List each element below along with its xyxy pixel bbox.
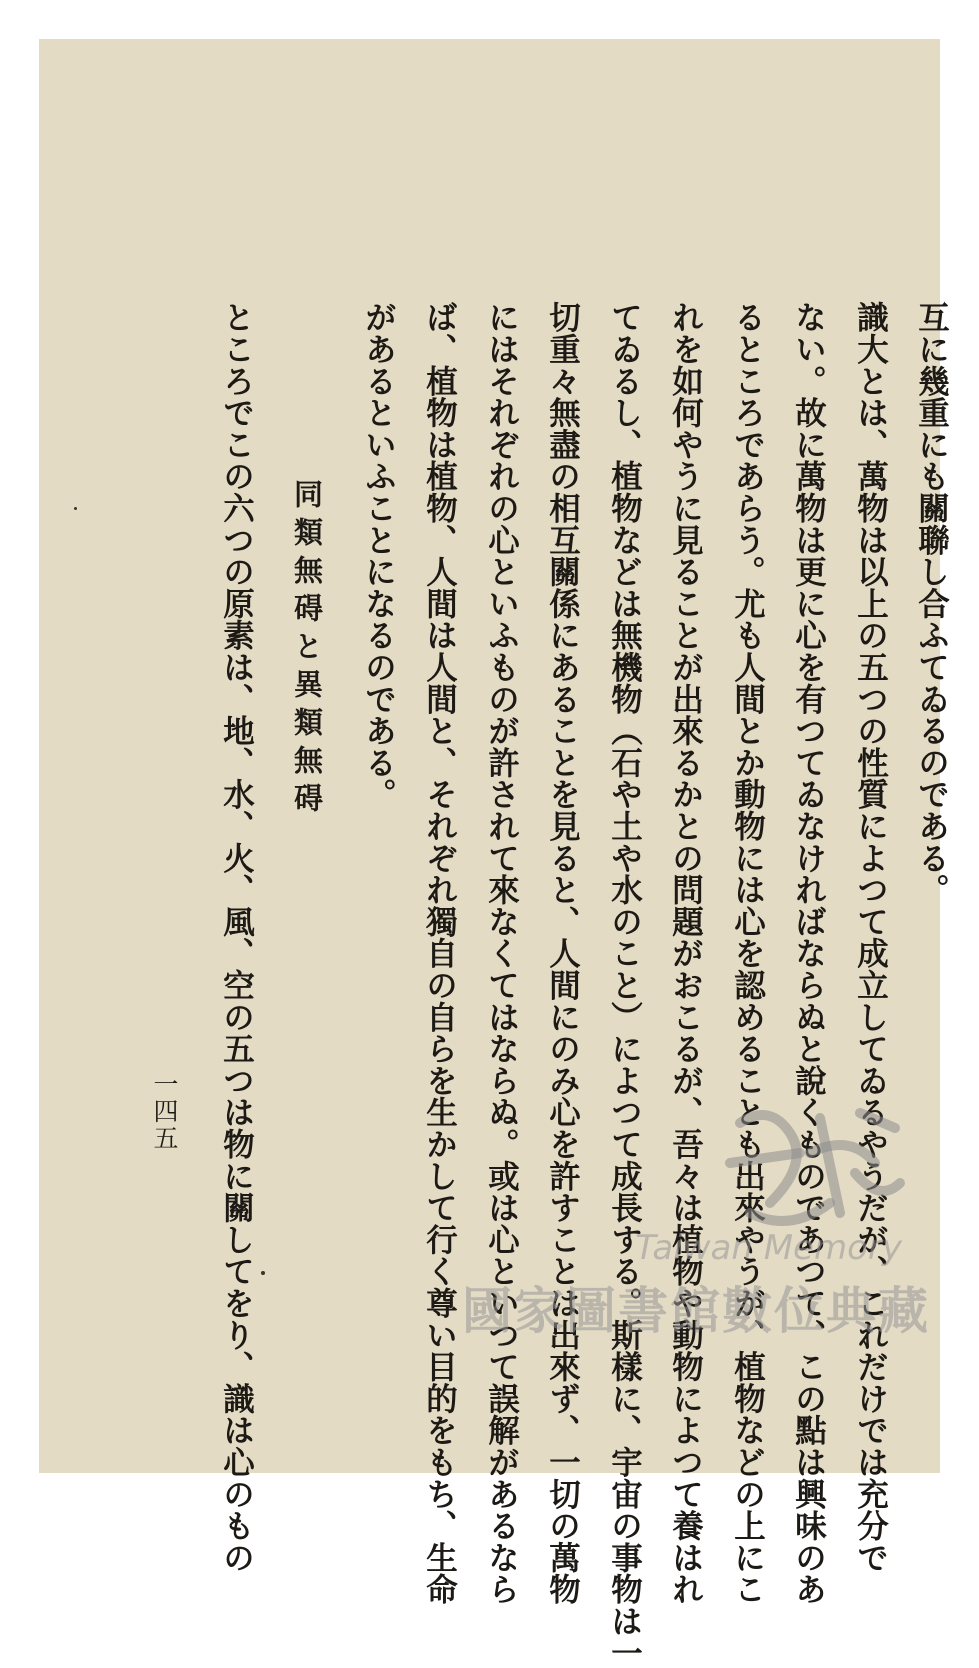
text-line-11: ところでこの六つの原素は、地、水、火、風、空の五つは物に關してをり、識は心のもの <box>218 301 256 1573</box>
text-line-6: てゐるし、植物などは無機物（石や土や水のこと）によつて成長する。斯樣に、宇宙の事物は一 <box>606 301 644 1668</box>
watermark-chinese: 國家圖書館數位典藏 <box>462 1282 930 1340</box>
text-line-10: があるといふことになるのである。 <box>360 301 398 810</box>
scan-speck <box>261 1271 265 1275</box>
page-scan <box>39 39 951 1668</box>
text-line-1: 互に幾重にも關聯し合ふてゐるのである。 <box>913 301 951 906</box>
page-number: 一四五 <box>150 1071 179 1152</box>
watermark-english: Taiwan Memory <box>635 1228 902 1268</box>
section-heading: 同類無碍と異類無碍 <box>290 479 324 821</box>
watermark-emblem-icon <box>710 1093 910 1243</box>
text-line-7: 切重々無盡の相互關係にあることを見ると、人間にのみ心を許すことは出來ず、一切の萬物 <box>544 301 582 1605</box>
watermark <box>410 1093 930 1353</box>
scan-speck <box>74 507 77 510</box>
text-line-4: るところであらう。尤も人間とか動物には心を認めることも出來やうが、植物などの上にこ <box>729 301 767 1605</box>
text-line-5: れを如何やうに見ることが出來るかとの問題がおこるが、吾々は植物や動物によつて養はれ <box>667 301 705 1605</box>
text-line-3: ない。故に萬物は更に心を有つてゐなければならぬと說くものであつて、この點は興味のあ <box>790 301 828 1605</box>
text-line-2: 識大とは、萬物は以上の五つの性質によつて成立してゐるやうだが、これだけでは充分で <box>852 301 890 1573</box>
text-line-8: にはそれぞれの心といふものが許されて來なくてはならぬ。或は心といつて誤解があるなら <box>483 301 521 1605</box>
text-line-9: ば、植物は植物、人間は人間と、それぞれ獨自の自らを生かして行く尊い目的をもち、生命 <box>421 301 459 1605</box>
